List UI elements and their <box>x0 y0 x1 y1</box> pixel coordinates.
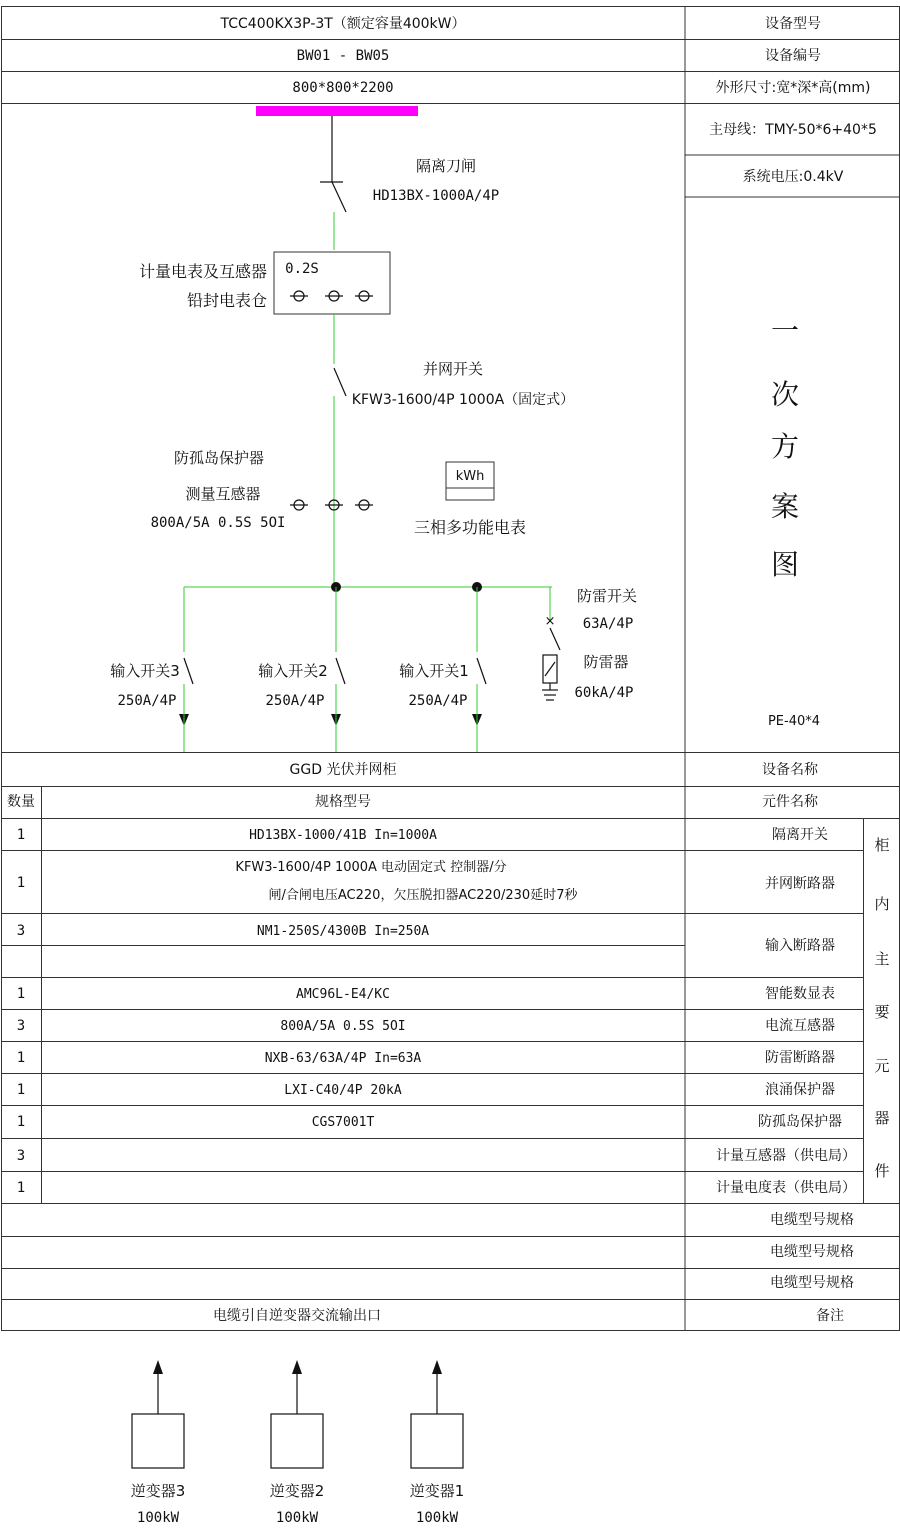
input-switch-blade <box>336 658 345 684</box>
title-char: 图 <box>770 548 800 581</box>
surge-arrester-name: 防雷器 <box>583 653 629 671</box>
title-char: 案 <box>770 490 800 523</box>
component-spec: 闸/合闸电压AC220，欠压脱扣器AC220/230延时7秒 <box>268 888 578 903</box>
component-name: 计量互感器（供电局） <box>716 1148 856 1164</box>
input-switch-spec: 250A/4P <box>117 693 177 709</box>
component-qty: 3 <box>16 1148 26 1164</box>
remark-label: 备注 <box>816 1308 844 1324</box>
circuit <box>110 106 637 752</box>
input-switch-blade <box>477 658 486 684</box>
cable-label: 电缆型号规格 <box>770 1212 854 1228</box>
main-bus-spec: 主母线：TMY-50*6+40*5 <box>709 122 877 138</box>
component-name: 智能数显表 <box>765 986 835 1002</box>
component-spec: 800A/5A 0.5S 5OI <box>280 1019 406 1034</box>
input-switch-name: 输入开关3 <box>110 662 180 680</box>
arrow-up-icon <box>153 1360 163 1374</box>
group-char: 元 <box>874 1057 890 1075</box>
col-header-element: 元件名称 <box>762 794 818 810</box>
component-qty: 1 <box>16 1050 26 1066</box>
input-switch-spec: 250A/4P <box>408 693 468 709</box>
surge-switch-name: 防雷开关 <box>576 587 638 605</box>
title-char: 方 <box>770 430 800 463</box>
inverter-power: 100kW <box>415 1510 459 1526</box>
arrow-up-icon <box>432 1360 442 1374</box>
metering-sub: 铅封电表仓 <box>186 291 268 310</box>
header-label-size: 外形尺寸:宽*深*高(mm) <box>715 80 871 96</box>
pe-bar-spec: PE-40*4 <box>767 714 821 729</box>
group-char: 器 <box>874 1109 890 1127</box>
component-table <box>7 761 890 1324</box>
inverter-name: 逆变器3 <box>130 1482 186 1500</box>
side-info <box>709 121 877 729</box>
ct-symbol <box>290 291 373 301</box>
col-header-qty: 数量 <box>7 794 35 810</box>
col-header-spec: 规格型号 <box>315 794 371 810</box>
device-name-label: 设备名称 <box>762 762 818 778</box>
input-switch-blade <box>184 658 193 684</box>
header-block <box>220 15 871 96</box>
ct-symbol <box>290 500 373 510</box>
cable-label: 电缆型号规格 <box>770 1244 854 1260</box>
component-qty: 1 <box>16 827 26 843</box>
inverter-power: 100kW <box>136 1510 180 1526</box>
inverter-box <box>132 1414 184 1468</box>
input-switch-spec: 250A/4P <box>265 693 325 709</box>
component-name: 电流互感器 <box>765 1018 835 1034</box>
header-label-number: 设备编号 <box>765 48 821 64</box>
component-spec: CGS7001T <box>311 1115 375 1130</box>
component-spec: LXI-C40/4P 20kA <box>284 1083 402 1098</box>
isolator-blade <box>332 182 346 212</box>
inverter-box <box>411 1414 463 1468</box>
energy-meter-box-label: kWh <box>455 469 485 484</box>
system-voltage: 系统电压:0.4kV <box>742 169 844 185</box>
inverter-power: 100kW <box>275 1510 319 1526</box>
header-value-number: BW01 - BW05 <box>296 48 390 64</box>
inverter-section <box>131 1360 465 1526</box>
device-name-value: GGD 光伏并网柜 <box>289 762 397 778</box>
component-name: 计量电度表（供电局） <box>716 1180 856 1196</box>
component-spec: HD13BX-1000/41B In=1000A <box>249 828 437 843</box>
grid-switch-name: 并网开关 <box>422 360 484 378</box>
component-qty: 3 <box>16 923 26 939</box>
measuring-ct-spec: 800A/5A 0.5S 5OI <box>150 515 286 531</box>
component-spec: NXB-63/63A/4P In=63A <box>264 1051 422 1066</box>
component-qty: 3 <box>16 1018 26 1034</box>
metering-accuracy: 0.2S <box>285 261 319 277</box>
surge-switch-spec: 63A/4P <box>582 616 634 632</box>
cable-label: 电缆型号规格 <box>770 1275 854 1291</box>
arrow-up-icon <box>292 1360 302 1374</box>
component-name: 输入断路器 <box>765 938 835 954</box>
anti-islanding-label: 防孤岛保护器 <box>173 449 265 467</box>
input-switch-name: 输入开关1 <box>399 662 469 680</box>
surge-switch-blade <box>550 628 560 650</box>
remark-value: 电缆引自逆变器交流输出口 <box>213 1308 381 1324</box>
component-name: 浪涌保护器 <box>765 1082 835 1098</box>
component-name: 防雷断路器 <box>765 1050 835 1066</box>
grid-switch-model: KFW3-1600/4P 1000A（固定式） <box>351 392 575 408</box>
energy-meter-name: 三相多功能电表 <box>413 518 527 537</box>
group-char: 件 <box>874 1162 890 1180</box>
surge-arrester-spec: 60kA/4P <box>574 685 634 701</box>
grid-switch-blade <box>334 368 346 396</box>
component-name: 防孤岛保护器 <box>758 1114 842 1130</box>
component-name: 隔离开关 <box>772 827 828 843</box>
inverter-name: 逆变器2 <box>269 1482 325 1500</box>
component-qty: 1 <box>16 1082 26 1098</box>
component-qty: 1 <box>16 875 26 891</box>
title-char: 一 <box>770 314 800 347</box>
group-char: 内 <box>874 895 890 913</box>
isolator-model: HD13BX-1000A/4P <box>372 188 500 204</box>
group-char: 主 <box>874 950 890 968</box>
inverter-box <box>271 1414 323 1468</box>
header-value-size: 800*800*2200 <box>292 80 394 96</box>
title-char: 次 <box>770 378 800 411</box>
component-spec: NM1-250S/4300B In=250A <box>256 924 430 939</box>
measuring-ct-name: 测量互感器 <box>185 485 261 503</box>
input-switch-name: 输入开关2 <box>258 662 328 680</box>
metering-name: 计量电表及互感器 <box>138 262 268 281</box>
svg-text:×: × <box>544 614 556 629</box>
group-char: 要 <box>874 1003 890 1021</box>
inverter-name: 逆变器1 <box>409 1482 465 1500</box>
component-qty: 1 <box>16 1114 26 1130</box>
component-qty: 1 <box>16 986 26 1002</box>
group-char: 柜 <box>874 836 890 854</box>
header-value-model: TCC400KX3P-3T（额定容量400kW） <box>220 16 466 32</box>
isolator-name: 隔离刀闸 <box>415 157 477 175</box>
component-name: 并网断路器 <box>765 876 835 892</box>
main-busbar <box>256 106 418 116</box>
component-spec: AMC96L-E4/KC <box>296 987 390 1002</box>
component-qty: 1 <box>16 1180 26 1196</box>
component-spec: KFW3-1600/4P 1000A 电动固定式 控制器/分 <box>235 860 507 875</box>
header-label-model: 设备型号 <box>765 16 821 32</box>
